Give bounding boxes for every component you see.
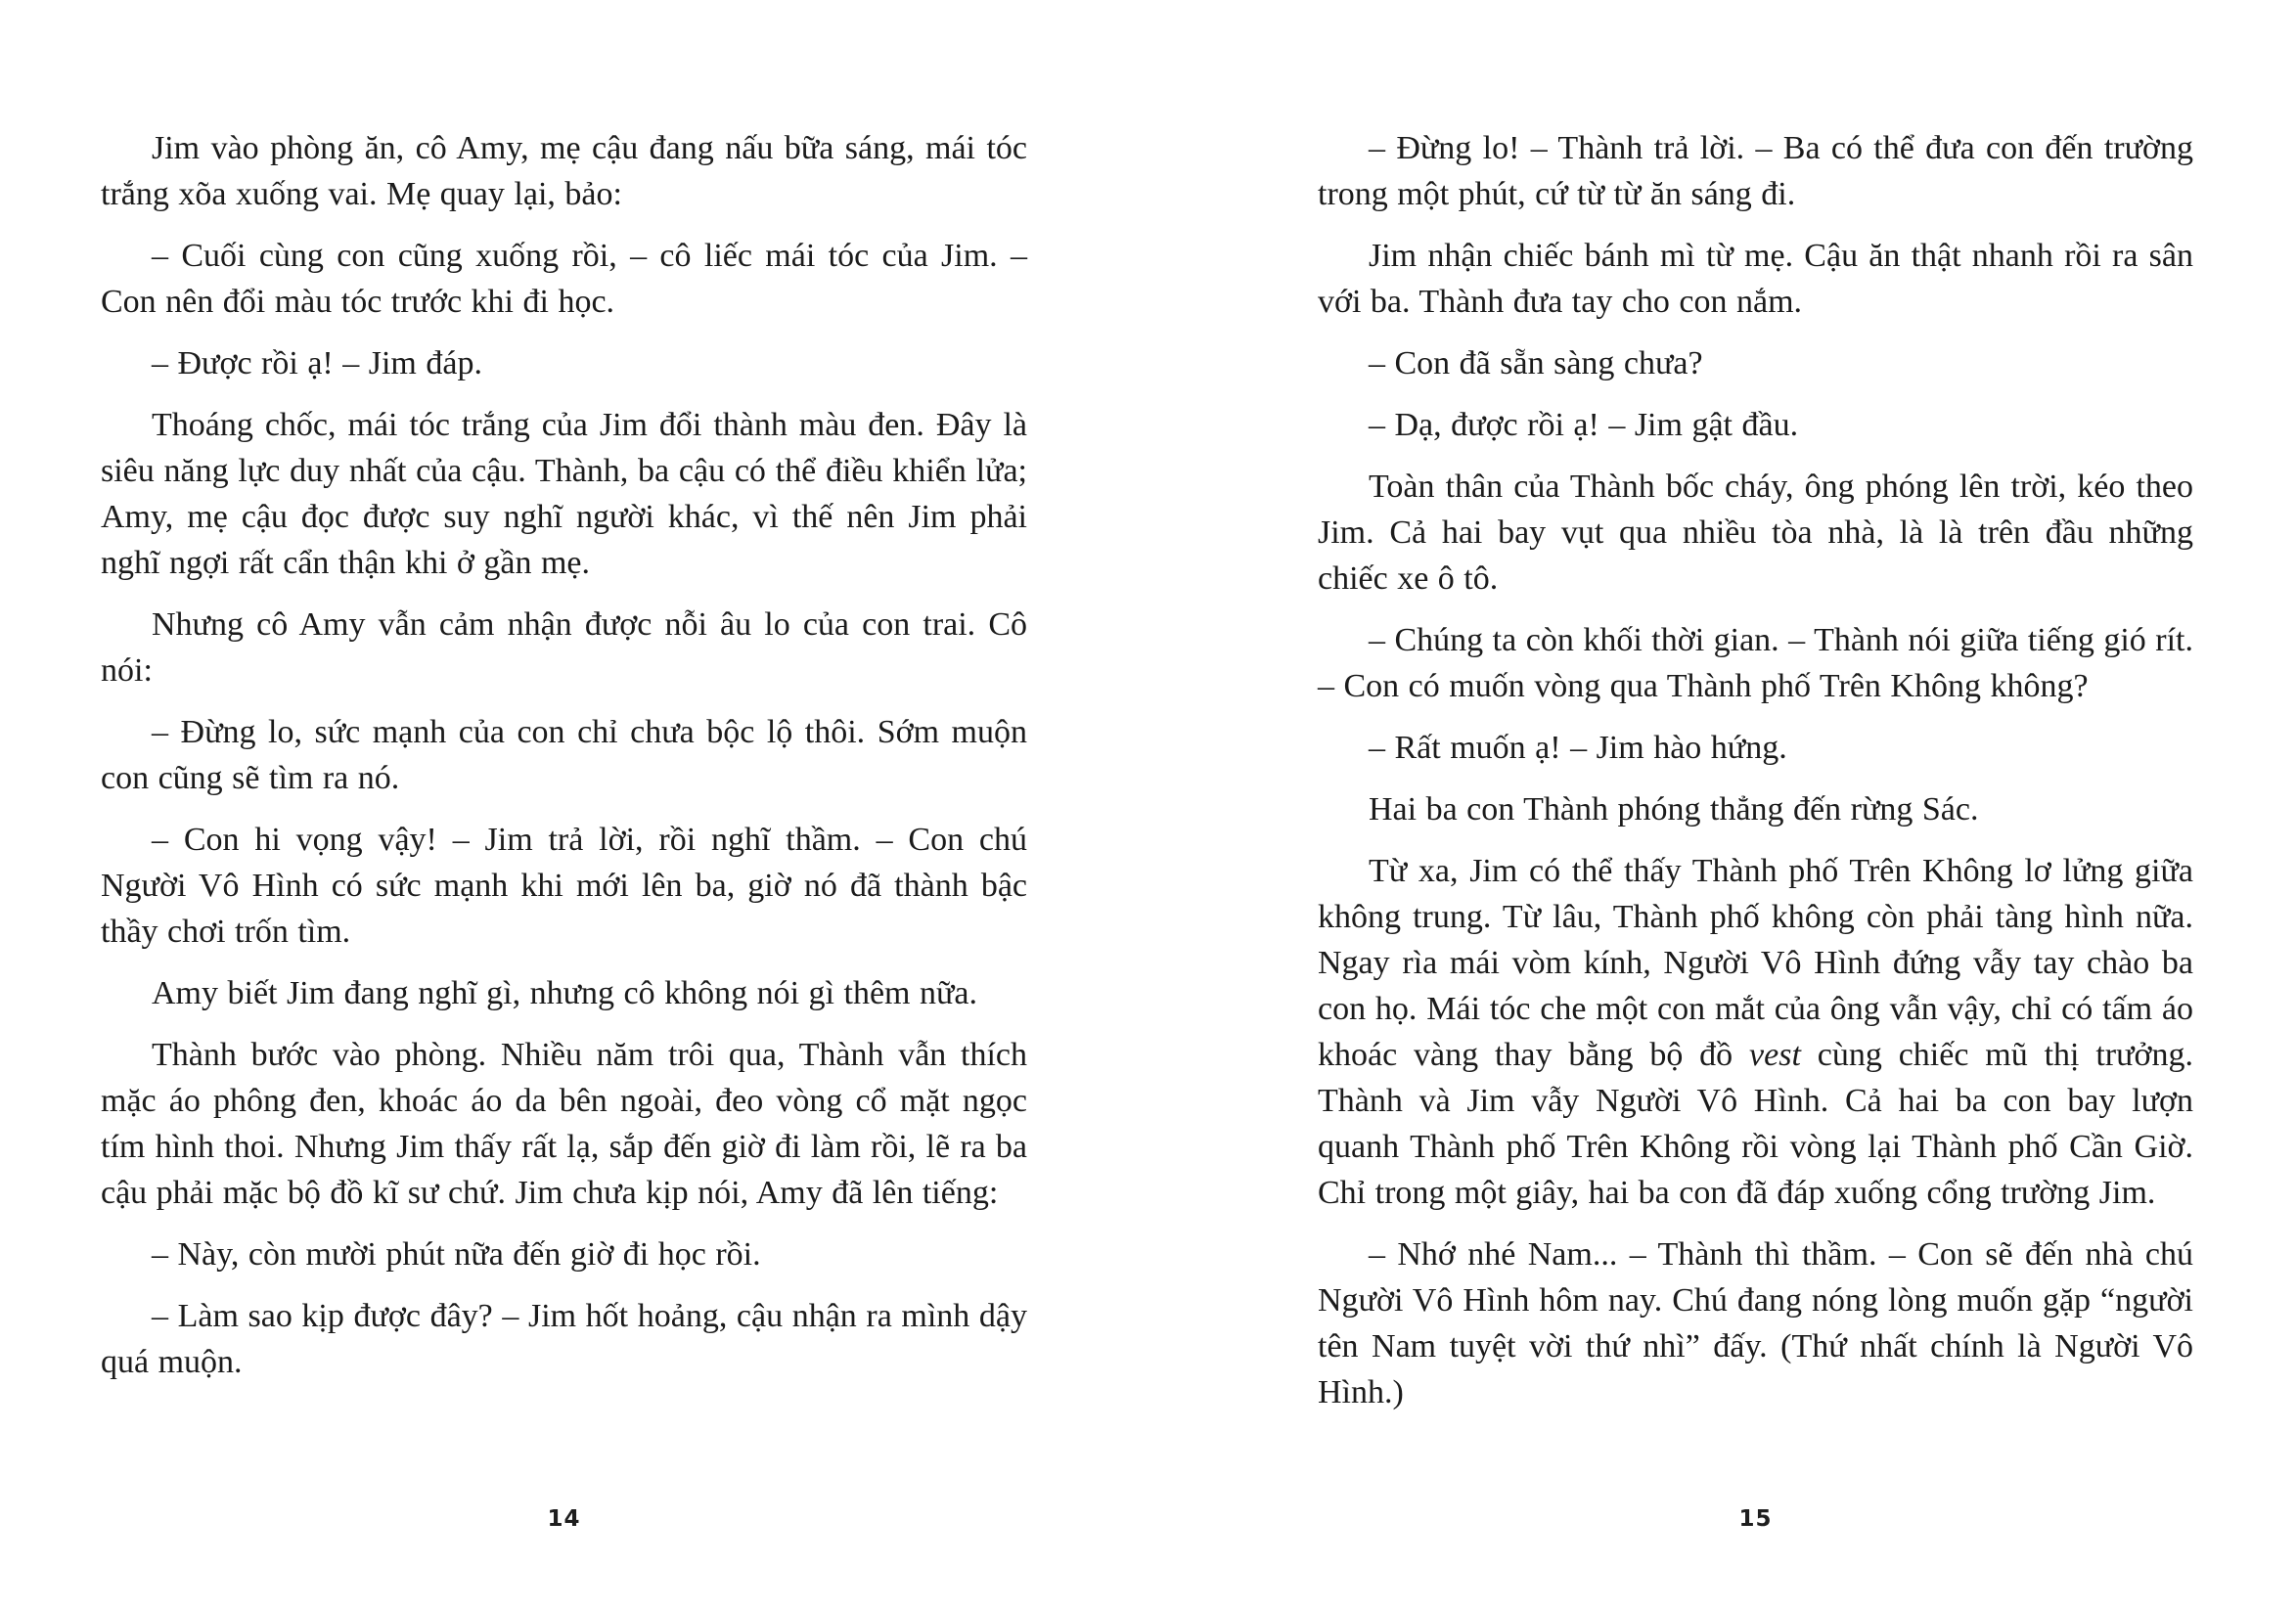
paragraph: – Con đã sẵn sàng chưa?: [1369, 345, 1703, 381]
paragraph: – Được rồi ạ! – Jim đáp.: [152, 345, 482, 381]
paragraph: Hai ba con Thành phóng thẳng đến rừng Sác.: [1369, 791, 1979, 827]
paragraph: – Rất muốn ạ! – Jim hào hứng.: [1369, 730, 1787, 766]
paragraph: – Nhớ nhé Nam... – Thành thì thầm. – Con sẽ đến nhà chú Người Vô Hình hôm nay. Chú đang nóng lòng muốn gặp “người tên Nam tuyệt vời thứ nhì” đấy. (Thứ nhất chính là Người Vô Hình.): [1318, 1236, 2193, 1410]
paragraph: [1318, 848, 2193, 1216]
paragraph: – Dạ, được rồi ạ! – Jim gật đầu.: [1369, 407, 1799, 443]
paragraph: Thành bước vào phòng. Nhiều năm trôi qua, Thành vẫn thích mặc áo phông đen, khoác áo da bên ngoài, đeo vòng cổ mặt ngọc tím hình thoi. Nhưng Jim thấy rất lạ, sắp đến giờ đi làm rồi, lẽ ra ba cậu phải mặc bộ đồ kĩ sư chứ. Jim chưa kịp nói, Amy đã lên tiếng:: [101, 1037, 1027, 1211]
page-15-text-block: [1318, 125, 2193, 1415]
page-number: 14: [547, 1506, 581, 1532]
paragraph: – Cuối cùng con cũng xuống rồi, – cô liếc mái tóc của Jim. – Con nên đổi màu tóc trước khi đi học.: [101, 238, 1027, 320]
paragraph: – Đừng lo! – Thành trả lời. – Ba có thể đưa con đến trường trong một phút, cứ từ từ ăn sáng đi.: [1318, 130, 2193, 212]
paragraph: – Chúng ta còn khối thời gian. – Thành nói giữa tiếng gió rít. – Con có muốn vòng qua Thành phố Trên Không không?: [1318, 622, 2193, 704]
paragraph: Thoáng chốc, mái tóc trắng của Jim đổi thành màu đen. Đây là siêu năng lực duy nhất của cậu. Thành, ba cậu có thể điều khiển lửa; Amy, mẹ cậu đọc được suy nghĩ người khác, vì thế nên Jim phải nghĩ ngợi rất cẩn thận khi ở gần mẹ.: [101, 407, 1027, 581]
paragraph: Amy biết Jim đang nghĩ gì, nhưng cô không nói gì thêm nữa.: [152, 975, 978, 1011]
paragraph-text: Từ xa, Jim có thể thấy Thành phố Trên Không lơ lửng giữa không trung. Từ lâu, Thành phố không còn phải tàng hình nữa. Ngay rìa mái vòm kính, Người Vô Hình đứng vẫy tay chào ba con họ. Mái tóc che một con mắt của ông vẫn vậy, chỉ có tấm áo khoác vàng thay bằng bộ đồ: [1318, 853, 2193, 1073]
paragraph: – Này, còn mười phút nữa đến giờ đi học rồi.: [152, 1236, 761, 1273]
paragraph: Nhưng cô Amy vẫn cảm nhận được nỗi âu lo của con trai. Cô nói:: [101, 606, 1027, 689]
paragraph: Jim vào phòng ăn, cô Amy, mẹ cậu đang nấu bữa sáng, mái tóc trắng xõa xuống vai. Mẹ quay lại, bảo:: [101, 130, 1027, 212]
page-number: 15: [1738, 1506, 1773, 1532]
paragraph-text: cùng chiếc mũ thị trưởng. Thành và Jim vẫy Người Vô Hình. Cả hai ba con bay lượn quanh Thành phố Trên Không rồi vòng lại Thành phố Cần Giờ. Chỉ trong một giây, hai ba con đã đáp xuống cổng trường Jim.: [1318, 1037, 2193, 1211]
paragraph: – Làm sao kịp được đây? – Jim hốt hoảng, cậu nhận ra mình dậy quá muộn.: [101, 1298, 1027, 1380]
italic-word: vest: [1749, 1037, 1801, 1073]
paragraph: – Đừng lo, sức mạnh của con chỉ chưa bộc lộ thôi. Sớm muộn con cũng sẽ tìm ra nó.: [101, 714, 1027, 796]
paragraph: – Con hi vọng vậy! – Jim trả lời, rồi nghĩ thầm. – Con chú Người Vô Hình có sức mạnh khi mới lên ba, giờ nó đã thành bậc thầy chơi trốn tìm.: [101, 822, 1027, 950]
page-14-text-block: [101, 125, 1027, 1385]
paragraph: Toàn thân của Thành bốc cháy, ông phóng lên trời, kéo theo Jim. Cả hai bay vụt qua nhiều tòa nhà, là là trên đầu những chiếc xe ô tô.: [1318, 469, 2193, 597]
paragraph: Jim nhận chiếc bánh mì từ mẹ. Cậu ăn thật nhanh rồi ra sân với ba. Thành đưa tay cho con nắm.: [1318, 238, 2193, 320]
